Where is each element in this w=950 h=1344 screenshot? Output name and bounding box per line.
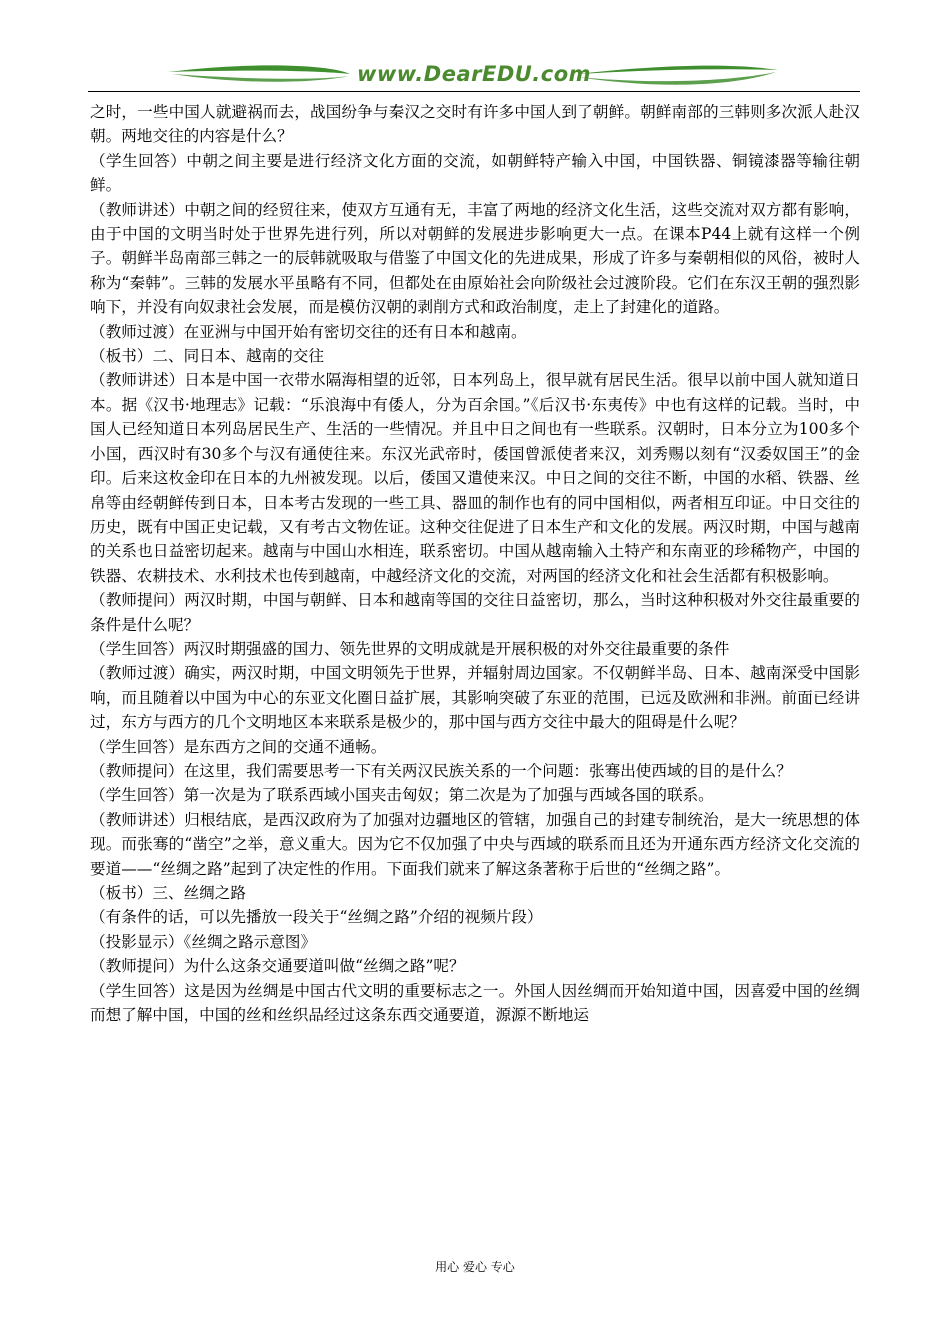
paragraph: （学生回答）两汉时期强盛的国力、领先世界的文明成就是开展积极的对外交往最重要的条件: [90, 639, 730, 658]
paragraph: （教师过渡）在亚洲与中国开始有密切交往的还有日本和越南。: [90, 322, 527, 341]
header-divider: [88, 91, 860, 92]
site-logo-text: www.DearEDU.com: [356, 62, 592, 86]
page-header: [88, 58, 860, 94]
paragraph: （教师提问）两汉时期，中国与朝鲜、日本和越南等国的交往日益密切，那么，当时这种积极对外交往最重要的条件是什么呢？: [90, 591, 860, 634]
section-heading: （板书）二、同日本、越南的交往: [90, 347, 324, 366]
paragraph: （学生回答）中朝之间主要是进行经济文化方面的交流，如朝鲜特产输入中国，中国铁器、铜镜漆器等输往朝鲜。: [90, 151, 860, 195]
paragraph: （学生回答）这是因为丝绸是中国古代文明的重要标志之一。外国人因丝绸而开始知道中国，因喜爱中国的丝绸而想了解中国，中国的丝和丝织品经过这条东西交通要道，源源不断地运: [90, 981, 860, 1025]
page-footer: 用心 爱心 专心: [435, 1260, 515, 1274]
paragraph: （教师过渡）确实，两汉时期，中国文明领先于世界，并辐射周边国家。不仅朝鲜半岛、日本、越南深受中国影响，而且随着以中国为中心的东亚文化圈日益扩展，其影响突破了东亚的范围，已远及欧洲和非洲。前面已经讲过，东方与西方的几个文明地区本来联系是极少的，那中国与西方交往中最大的阻碍是什么呢？: [90, 664, 860, 732]
document-body: [90, 100, 860, 1027]
paragraph: （教师提问）在这里，我们需要思考一下有关两汉民族关系的一个问题：张骞出使西域的目的是什么？: [90, 761, 792, 780]
paragraph: （教师讲述）中朝之间的经贸往来，使双方互通有无，丰富了两地的经济文化生活，这些交流对双方都有影响，由于中国的文明当时处于世界先进行列，所以对朝鲜的发展进步影响更大一点。在课本P44上就有这样一个例子。朝鲜半岛南部三韩之一的辰韩就吸取与借鉴了中国文化的先进成果，形成了许多与秦朝相似的风俗，被时人称为“秦韩”。三韩的发展水平虽略有不同，但都处在由原始社会向阶级社会过渡阶段。它们在东汉王朝的强烈影响下，并没有向奴隶社会发展，而是模仿汉朝的剥削方式和政治制度，走上了封建化的道路。: [90, 200, 860, 317]
section-heading: （板书）三、丝绸之路: [90, 884, 246, 902]
paragraph: （投影显示）《丝绸之路示意图》: [90, 932, 317, 951]
paragraph: （教师讲述）归根结底，是西汉政府为了加强对边疆地区的管辖，加强自己的封建专制统治，是大一统思想的体现。而张骞的“凿空”之举，意义重大。因为它不仅加强了中央与西域的联系而且还为开通东西方经济文化交流的要道——“丝绸之路”起到了决定性的作用。下面我们就来了解这条著称于后世的“丝绸之路”。: [90, 810, 860, 878]
paragraph: （有条件的话，可以先播放一段关于“丝绸之路”介绍的视频片段）: [90, 908, 543, 927]
paragraph: 之时，一些中国人就避祸而去，战国纷争与秦汉之交时有许多中国人到了朝鲜。朝鲜南部的三韩则多次派人赴汉朝。两地交往的内容是什么？: [90, 103, 860, 146]
paragraph: （学生回答）第一次是为了联系西域小国夹击匈奴；第二次是为了加强与西域各国的联系。: [90, 786, 714, 805]
paragraph: （教师提问）为什么这条交通要道叫做“丝绸之路”呢？: [90, 957, 465, 976]
paragraph: （学生回答）是东西方之间的交通不通畅。: [90, 737, 387, 756]
paragraph: （教师讲述）日本是中国一衣带水隔海相望的近邻，日本列岛上，很早就有居民生活。很早以前中国人就知道日本。据《汉书·地理志》记载：“乐浪海中有倭人，分为百余国。”《后汉书·东夷传》中也有这样的记载。当时，中国人已经知道日本列岛居民生产、生活的一些情况。并且中日之间也有一些联系。汉朝时，日本分立为100多个小国，西汉时有30多个与汉有通使往来。东汉光武帝时，倭国曾派使者来汉，刘秀赐以刻有“汉委奴国王”的金印。后来这枚金印在日本的九州被发现。以后，倭国又遣使来汉。中日之间的交往不断，中国的水稻、铁器、丝帛等由经朝鲜传到日本，日本考古发现的一些工具、器皿的制作也有的同中国相似，两者相互印证。中日交往的历史，既有中国正史记载，又有考古文物佐证。这种交往促进了日本生产和文化的发展。两汉时期，中国与越南的关系也日益密切起来。越南与中国山水相连，联系密切。中国从越南输入土特产和东南亚的珍稀物产，中国的铁器、农耕技术、水利技术也传到越南，中越经济文化的交流，对两国的经济文化和社会生活都有积极影响。: [90, 371, 860, 585]
